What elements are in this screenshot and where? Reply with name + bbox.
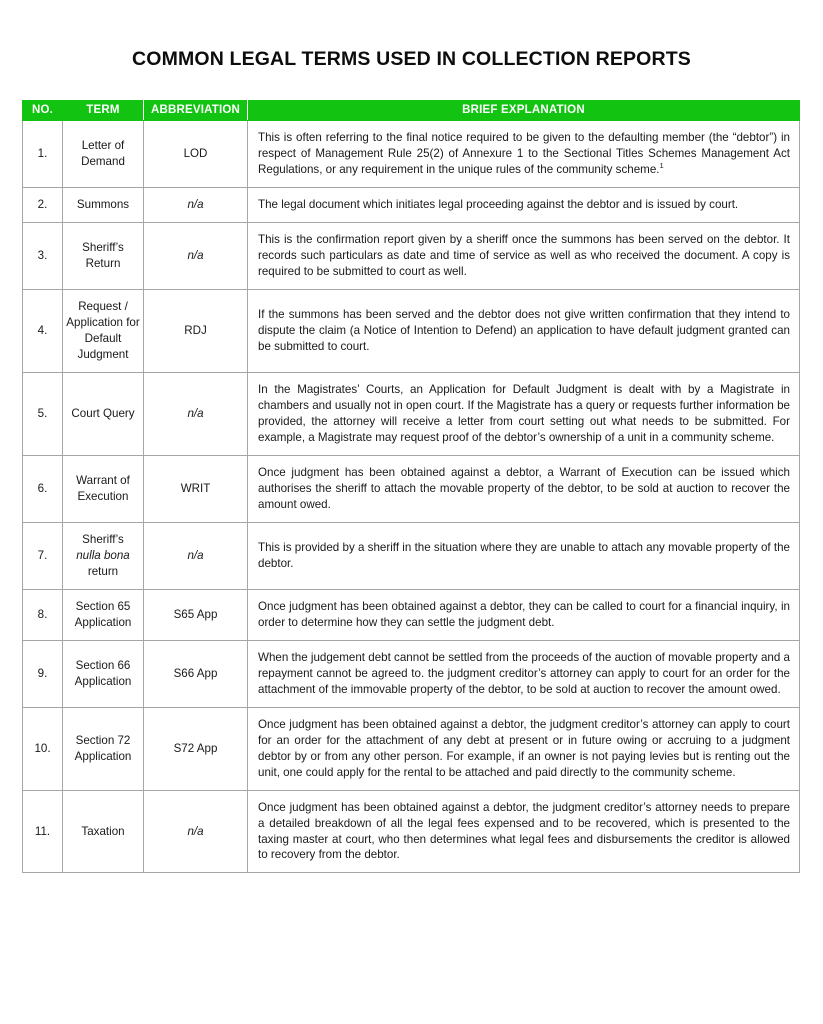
explanation-text: Once judgment has been obtained against a debtor, they can be called to court for a financial inquiry, in order to determine how they can settle the judgment debt. xyxy=(258,599,790,629)
table-row xyxy=(23,121,800,188)
cell-term xyxy=(63,187,144,222)
abbreviation-text: LOD xyxy=(183,146,208,160)
explanation-text: This is the confirmation report given by a sheriff once the summons has been served on the debtor. It records such particulars as date and time of service as well as who received the document. A copy is required to be submitted to court as well. xyxy=(258,232,790,278)
page-title: COMMON LEGAL TERMS USED IN COLLECTION REPORTS xyxy=(132,48,691,70)
cell-term xyxy=(63,790,144,873)
cell-abbreviation xyxy=(144,372,248,455)
explanation-text: The legal document which initiates legal proceeding against the debtor and is issued by court. xyxy=(258,197,739,211)
cell-explanation xyxy=(248,589,800,640)
term-text: Application for Default Judgment xyxy=(66,315,140,361)
explanation-text: If the summons has been served and the debtor does not give written confirmation that they intend to dispute the claim (a Notice of Intention to Defend) an application to have default judgment granted can be submitted to court. xyxy=(258,307,790,353)
table-row xyxy=(23,589,800,640)
table-row xyxy=(23,187,800,222)
term-text: Warrant of xyxy=(76,473,130,487)
term-text: Section 72 xyxy=(75,733,131,747)
cell-abbreviation xyxy=(144,522,248,589)
cell-number: 6. xyxy=(23,455,63,522)
term-text: Taxation xyxy=(81,824,125,838)
footnote-marker: 1 xyxy=(659,161,664,171)
term-text: Execution xyxy=(77,489,129,503)
cell-number: 2. xyxy=(23,187,63,222)
cell-term xyxy=(63,640,144,707)
term-text: Letter of xyxy=(81,138,125,152)
cell-explanation xyxy=(248,790,800,873)
explanation-text: Once judgment has been obtained against a debtor, the judgment creditor’s attorney can apply to court for an order for the attachment of any debt at present or in future owing or accruing to a judgment debtor by or from any other person. For example, if an owner is not paying levies but is renting out the unit, one could apply for the rental to be attached and paid directly to the community scheme. xyxy=(258,717,790,779)
explanation-text: When the judgement debt cannot be settled from the proceeds of the auction of movable property and a repayment cannot be agreed to. the judgment creditor’s attorney can apply to court for an order for the attachment of the immovable property of the debtor, to be sold at auction to recover the amount owed. xyxy=(258,650,790,696)
cell-explanation xyxy=(248,121,800,188)
explanation-text: This is often referring to the final notice required to be given to the defaulting member (the “debtor”) in respect of Management Rule 25(2) of Annexure 1 to the Sectional Titles Schemes Management Act Regulations, or any requirement in the unique rules of the community scheme. xyxy=(258,131,790,176)
cell-term xyxy=(63,522,144,589)
term-text: Demand xyxy=(81,154,125,168)
explanation-text: This is provided by a sheriff in the situation where they are unable to attach any movable property of the debtor. xyxy=(258,540,790,570)
abbreviation-text: S72 App xyxy=(173,741,218,755)
term-text: Sheriff’s xyxy=(82,532,124,546)
cell-abbreviation xyxy=(144,707,248,790)
table-row xyxy=(23,372,800,455)
cell-number: 8. xyxy=(23,589,63,640)
term-text: Return xyxy=(85,256,121,270)
term-text: Sheriff’s xyxy=(82,240,124,254)
table-row xyxy=(23,222,800,289)
cell-term xyxy=(63,455,144,522)
abbreviation-text: n/a xyxy=(187,406,204,420)
table-row xyxy=(23,455,800,522)
cell-number: 5. xyxy=(23,372,63,455)
cell-number: 10. xyxy=(23,707,63,790)
cell-explanation xyxy=(248,707,800,790)
cell-abbreviation xyxy=(144,455,248,522)
term-text: Application xyxy=(74,615,132,629)
term-text: Application xyxy=(74,749,132,763)
cell-explanation xyxy=(248,187,800,222)
cell-number: 3. xyxy=(23,222,63,289)
cell-abbreviation xyxy=(144,790,248,873)
cell-explanation xyxy=(248,222,800,289)
abbreviation-text: n/a xyxy=(187,548,204,562)
cell-number: 9. xyxy=(23,640,63,707)
term-text: Court Query xyxy=(71,406,135,420)
abbreviation-text: S65 App xyxy=(173,607,218,621)
term-text: Request / xyxy=(78,299,128,313)
abbreviation-text: RDJ xyxy=(184,323,207,337)
term-text: Application xyxy=(74,674,132,688)
abbreviation-text: n/a xyxy=(187,248,204,262)
table-row xyxy=(23,289,800,372)
cell-explanation xyxy=(248,372,800,455)
cell-abbreviation xyxy=(144,289,248,372)
cell-term xyxy=(63,121,144,188)
cell-explanation xyxy=(248,522,800,589)
column-header-explanation: BRIEF EXPLANATION xyxy=(248,101,800,121)
cell-abbreviation xyxy=(144,589,248,640)
term-text: return xyxy=(87,564,119,578)
explanation-text: Once judgment has been obtained against a debtor, a Warrant of Execution can be issued which authorises the sheriff to attach the movable property of the debtor, to be sold at auction to recover the amount owed. xyxy=(258,465,790,511)
cell-explanation xyxy=(248,640,800,707)
table-row xyxy=(23,522,800,589)
table-row xyxy=(23,640,800,707)
column-header-abbreviation: ABBREVIATION xyxy=(144,101,248,121)
cell-term xyxy=(63,222,144,289)
column-header-term: TERM xyxy=(63,101,144,121)
abbreviation-text: n/a xyxy=(187,824,204,838)
cell-term xyxy=(63,707,144,790)
explanation-text: In the Magistrates’ Courts, an Application for Default Judgment is dealt with by a Magistrate in chambers and usually not in open court. If the Magistrate has a query or requests further information be provided, the attorney will receive a letter from court setting out what needs to be submitted. For example, a Magistrate may request proof of the debtor’s ownership of a unit in a community scheme. xyxy=(258,382,790,444)
table-row xyxy=(23,790,800,873)
term-italic-text: nulla bona xyxy=(76,548,130,562)
cell-term xyxy=(63,589,144,640)
cell-number: 4. xyxy=(23,289,63,372)
column-header-no: NO. xyxy=(23,101,63,121)
cell-number: 11. xyxy=(23,790,63,873)
abbreviation-text: WRIT xyxy=(180,481,211,495)
table-header xyxy=(23,101,800,121)
cell-abbreviation xyxy=(144,187,248,222)
cell-term xyxy=(63,372,144,455)
table-body xyxy=(23,121,800,873)
legal-terms-table xyxy=(22,100,800,873)
term-text: Section 66 xyxy=(75,658,131,672)
cell-explanation xyxy=(248,455,800,522)
table-header-row xyxy=(23,101,800,121)
cell-number: 7. xyxy=(23,522,63,589)
cell-term xyxy=(63,289,144,372)
explanation-text: Once judgment has been obtained against a debtor, the judgment creditor’s attorney needs to prepare a detailed breakdown of all the legal fees expensed and to be recovered, which is presented to the taxing master at court, who then determines what legal fees and disbursements the creditor is allowed to recovery from the debtor. xyxy=(258,800,790,862)
table-row xyxy=(23,707,800,790)
cell-abbreviation xyxy=(144,121,248,188)
term-text: Section 65 xyxy=(75,599,131,613)
term-text: Summons xyxy=(76,197,130,211)
cell-number: 1. xyxy=(23,121,63,188)
abbreviation-text: S66 App xyxy=(173,666,218,680)
abbreviation-text: n/a xyxy=(187,197,204,211)
cell-abbreviation xyxy=(144,640,248,707)
cell-abbreviation xyxy=(144,222,248,289)
cell-explanation xyxy=(248,289,800,372)
